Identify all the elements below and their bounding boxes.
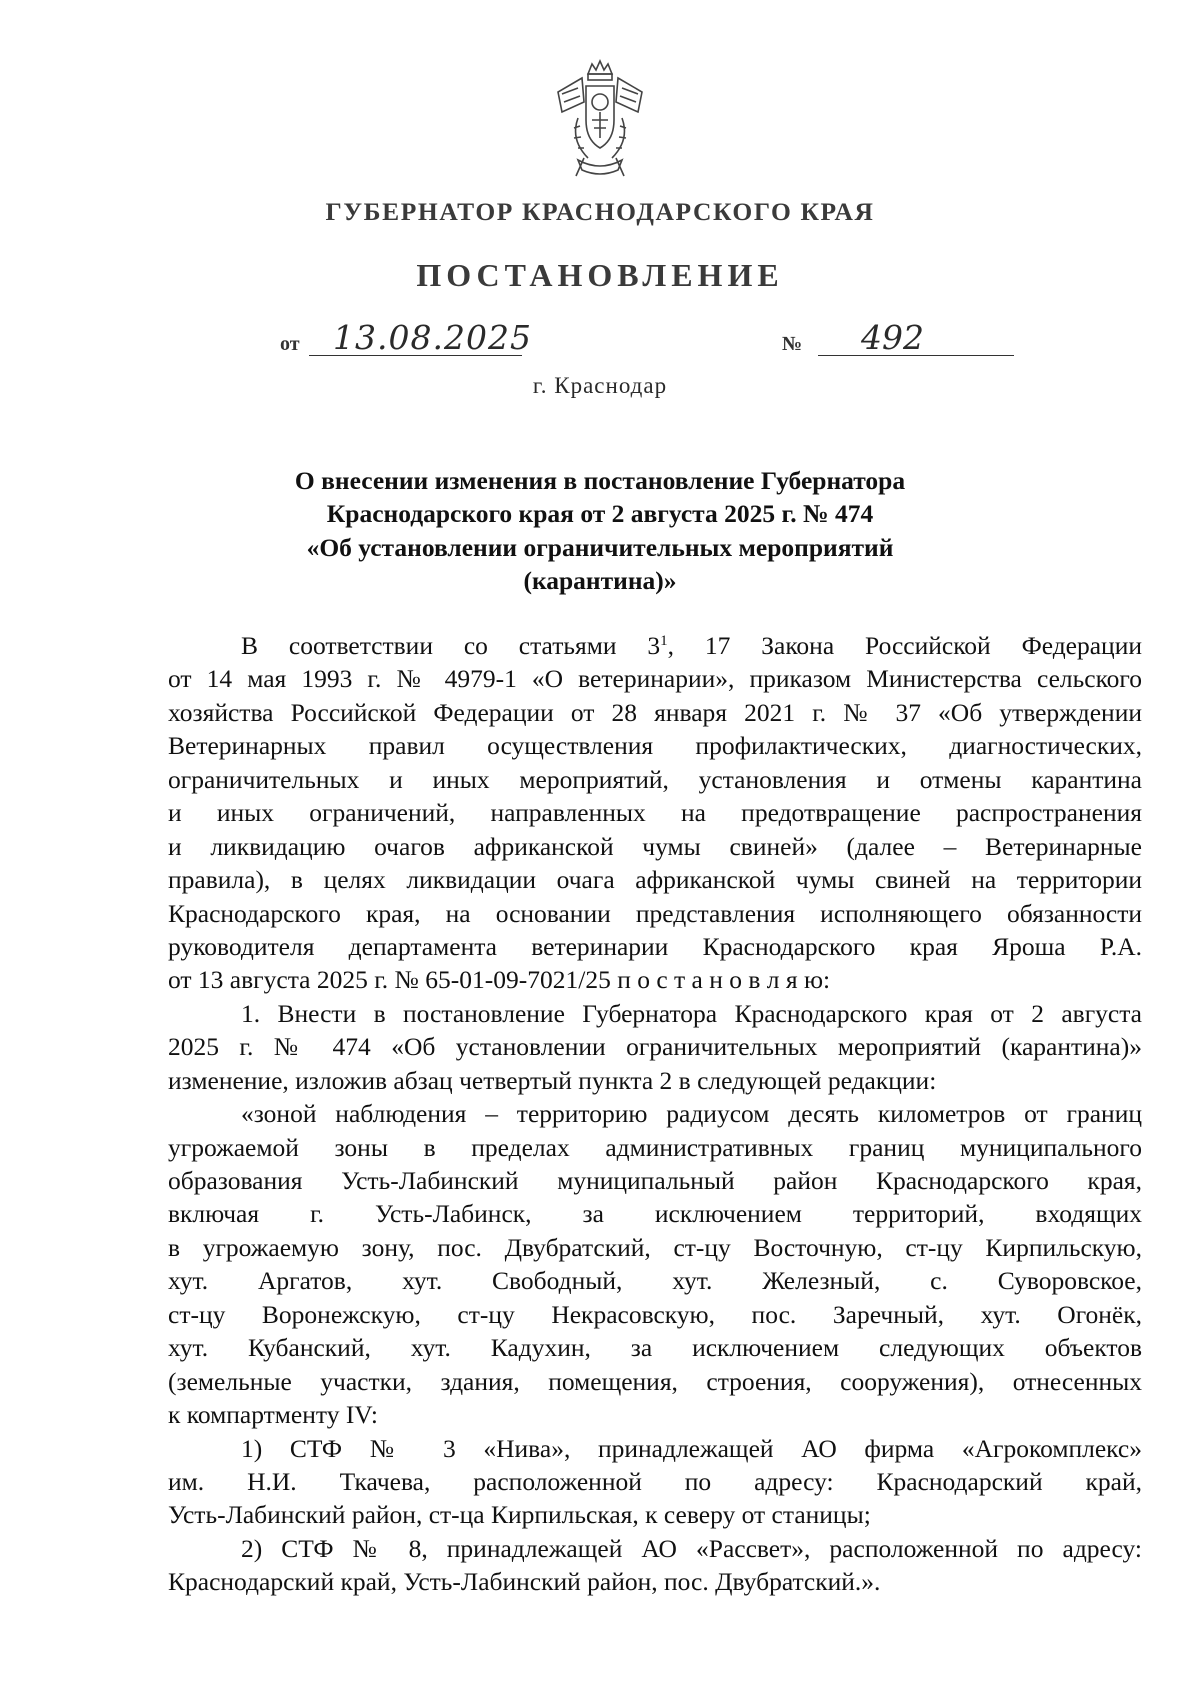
body-line: от 14 мая 1993 г. № 4979-1 «О ветеринарии», приказом Министерства сельского bbox=[168, 664, 1142, 694]
body-line: к компартменту IV: bbox=[168, 1400, 378, 1430]
body-line: правила), в целях ликвидации очага африканской чумы свиней на территории bbox=[168, 865, 1142, 895]
body-line bbox=[168, 629, 1142, 662]
document-title bbox=[0, 464, 1200, 597]
body-line: в угрожаемую зону, пос. Двубратский, ст-цу Восточную, ст-цу Кирпильскую, bbox=[168, 1232, 1142, 1262]
body-line: от 13 августа 2025 г. № 65-01-09-7021/25 п о с т а н о в л я ю: bbox=[168, 965, 831, 995]
title-line: (карантина)» bbox=[523, 565, 677, 595]
body-line: Краснодарского края, на основании представления исполняющего обязанности bbox=[168, 898, 1142, 928]
superscript: 1 bbox=[660, 633, 668, 649]
body-line: Ветеринарных правил осуществления профилактических, диагностических, bbox=[168, 731, 1142, 761]
date-label: от bbox=[280, 333, 300, 355]
body-line: (земельные участки, здания, помещения, строения, сооружения), отнесенных bbox=[168, 1366, 1142, 1396]
body-line: Усть-Лабинский район, ст-ца Кирпильская, к северу от станицы; bbox=[168, 1500, 871, 1530]
body-line: 2025 г. № 474 «Об установлении ограничительных мероприятий (карантина)» bbox=[168, 1032, 1142, 1062]
body-line: 2) СТФ № 8, принадлежащей АО «Рассвет», расположенной по адресу: bbox=[241, 1533, 1142, 1563]
title-line: Краснодарского края от 2 августа 2025 г. № 474 bbox=[326, 499, 874, 529]
body-line: им. Н.И. Ткачева, расположенной по адресу: Краснодарский край, bbox=[168, 1466, 1142, 1496]
body-line: ограничительных и иных мероприятий, установления и отмены карантина bbox=[168, 764, 1142, 794]
body-line: изменение, изложив абзац четвертый пункта 2 в следующей редакции: bbox=[168, 1065, 937, 1095]
body-line: 1. Внести в постановление Губернатора Краснодарского края от 2 августа bbox=[241, 998, 1142, 1028]
body-line: и иных ограничений, направленных на предотвращение распространения bbox=[168, 798, 1142, 828]
coat-of-arms-emblem bbox=[548, 58, 652, 183]
issuing-authority: ГУБЕРНАТОР КРАСНОДАРСКОГО КРАЯ bbox=[325, 197, 875, 226]
title-line: «Об установлении ограничительных мероприятий bbox=[306, 532, 894, 562]
body-line: хозяйства Российской Федерации от 28 января 2021 г. № 37 «Об утверждении bbox=[168, 697, 1142, 727]
body-line: включая г. Усть-Лабинск, за исключением территорий, входящих bbox=[168, 1199, 1142, 1229]
body-line: и ликвидацию очагов африканской чумы свиней» (далее – Ветеринарные bbox=[168, 831, 1142, 861]
body-text: В соответствии со статьями 3 bbox=[241, 631, 661, 660]
document-type: ПОСТАНОВЛЕНИЕ bbox=[416, 257, 784, 293]
number-label: № bbox=[782, 333, 803, 355]
body-line: руководителя департамента ветеринарии Краснодарского края Яроша Р.А. bbox=[168, 931, 1142, 961]
body-text: , 17 Закона Российской Федерации bbox=[667, 631, 1142, 660]
body-line: хут. Кубанский, хут. Кадухин, за исключением следующих объектов bbox=[168, 1333, 1142, 1363]
body-line: ст-цу Воронежскую, ст-цу Некрасовскую, пос. Заречный, хут. Огонёк, bbox=[168, 1299, 1142, 1329]
handwritten-date: 13.08.2025 bbox=[333, 318, 532, 357]
city-of-issue: г. Краснодар bbox=[532, 373, 668, 398]
body-line: Краснодарский край, Усть-Лабинский район, пос. Двубратский.». bbox=[168, 1567, 881, 1597]
body-line: угрожаемой зоны в пределах административных границ муниципального bbox=[168, 1132, 1142, 1162]
body-line: образования Усть-Лабинский муниципальный район Краснодарского края, bbox=[168, 1166, 1142, 1195]
body-line: 1) СТФ № 3 «Нива», принадлежащей АО фирма «Агрокомплекс» bbox=[241, 1433, 1142, 1463]
body-line: хут. Аргатов, хут. Свободный, хут. Железный, с. Суворовское, bbox=[168, 1266, 1142, 1296]
handwritten-number: 492 bbox=[861, 318, 924, 357]
body-line: «зоной наблюдения – территорию радиусом десять километров от границ bbox=[241, 1099, 1142, 1129]
document-body bbox=[168, 629, 1142, 1599]
title-line: О внесении изменения в постановление Губернатора bbox=[294, 466, 906, 495]
